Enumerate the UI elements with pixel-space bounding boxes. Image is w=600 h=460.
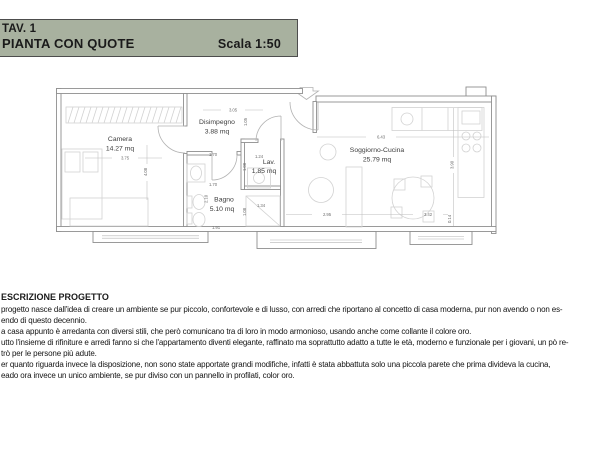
side-table bbox=[320, 144, 336, 160]
armchair bbox=[309, 178, 334, 203]
dim-shower-height: 1.08 bbox=[242, 208, 247, 216]
window-bays bbox=[93, 232, 472, 249]
dim-bagno-height: 2.10 bbox=[203, 195, 209, 203]
dim-door-bottom: 1.70 bbox=[209, 182, 217, 187]
dim-camera-height: 4.08 bbox=[143, 168, 148, 176]
description-line: er quanto riguarda invece la disposizione, non sono state apportate grandi modifiche, infatti è stata abbattuta solo una piccola parete che prima divideva la cucina, bbox=[1, 360, 551, 369]
room-label-bagno: Bagno bbox=[214, 196, 234, 204]
room-area-disimpegno: 3.88 mq bbox=[204, 128, 230, 136]
sheet-number: TAV. 1 bbox=[2, 23, 37, 35]
description-title: ESCRIZIONE PROGETTO bbox=[1, 292, 109, 302]
bidet bbox=[187, 213, 205, 227]
sheet-title: PIANTA CON QUOTE bbox=[2, 36, 135, 51]
room-label-soggiorno: Soggiorno-Cucina bbox=[349, 147, 405, 154]
description-line: trò per le persone più adute. bbox=[1, 349, 97, 358]
dim-lav-width: 1.24 bbox=[255, 154, 263, 159]
description-line: utto l'insieme di rifiniture e arredi fanno si che l'appartamento diventi elegante, raffinato ma soprattutto adatto a tutte le età, moderno e funzionale per i giovani, un pò re- bbox=[1, 338, 569, 347]
project-description bbox=[1, 292, 600, 381]
description-line: endo di questo decennio. bbox=[1, 316, 87, 325]
kitchen-counter bbox=[392, 108, 484, 198]
shower bbox=[246, 196, 280, 226]
dim-lav-height: 1.08 bbox=[242, 163, 247, 171]
room-area-camera: 14.27 mq bbox=[105, 145, 135, 153]
description-line: progetto nasce dall'idea di creare un ambiente se pur piccolo, confortevole e di lusso, con arredi che riportano al concetto di casa moderna, pur non avendo o non es- bbox=[1, 305, 563, 314]
room-area-soggiorno: 25.79 mq bbox=[362, 156, 392, 164]
room-label-disimpegno: Disimpegno bbox=[199, 119, 235, 126]
dimension-lines bbox=[85, 108, 489, 226]
bed bbox=[62, 149, 102, 219]
description-line: eado ora invece un unico ambiente, se pur diviso con un pannello in profilati, color oro. bbox=[1, 371, 295, 380]
furniture bbox=[62, 107, 484, 227]
bathroom-sink bbox=[187, 164, 205, 182]
room-label-lav: Lav. bbox=[262, 159, 276, 166]
dim-soggiorno-width: 6.43 bbox=[377, 134, 385, 140]
dim-soggiorno-w1: 2.95 bbox=[323, 212, 331, 217]
sofa bbox=[346, 167, 362, 227]
rug bbox=[70, 198, 148, 226]
room-area-bagno: 5.10 mq bbox=[209, 206, 235, 213]
dim-soggiorno-height: 3.90 bbox=[449, 161, 455, 169]
room-label-camera: Camera bbox=[107, 136, 133, 143]
dim-camera-width: 3.75 bbox=[121, 155, 129, 161]
room-area-lav: 1.85 mq bbox=[251, 168, 277, 175]
dim-bagno-width: 1.91 bbox=[212, 225, 220, 230]
dim-soggiorno-edge: 0.14 bbox=[447, 215, 452, 223]
dim-entry-depth: 1.05 bbox=[243, 118, 248, 126]
dim-soggiorno-w2: 3.42 bbox=[424, 212, 432, 217]
toilet bbox=[187, 195, 205, 210]
scale-label: Scala 1:50 bbox=[217, 37, 281, 51]
dim-door-top: 1.70 bbox=[209, 152, 217, 157]
dim-shower-width: 1.34 bbox=[257, 203, 265, 208]
dim-disimpegno-width: 3.05 bbox=[229, 107, 237, 113]
description-line: a casa appunto è arredanta con diversi stili, che però comunicano tra di loro in modo armonioso, usando anche come collante il colore oro. bbox=[1, 327, 472, 336]
